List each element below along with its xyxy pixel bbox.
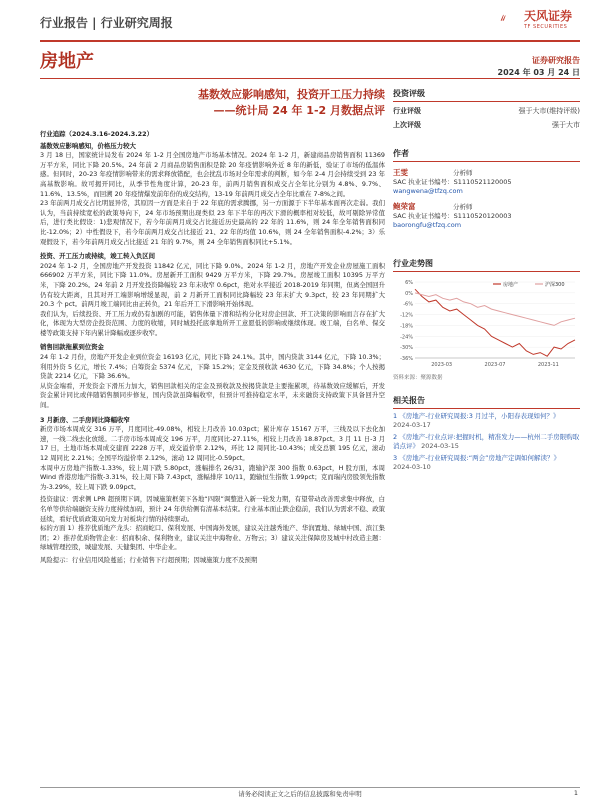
- author-role: 分析师: [453, 169, 473, 177]
- paragraph: 3 月 18 日，国家统计局发布 2024 年 1-2 月全国房地产市场基本情况。2024 年 1-2 月，新建商品房销售面积 11369 万平方米，同比下降 20.5%。24 年前 2 月商品房销售面积是除 20 年疫情影响外近 8 年的新低，验证了市场的低温体感。但同时，20-23 年疫情影响带来的需求释放错配，也会扰乱市场对全年需求的判断，如今年 2-4 月会持续受到 23 年高基数影响。故可揭开同比，从季节性角度计算，20-23 年，前两月销售面积成交占全年比分别为 4.8%、9.7%、11.6%、13.5%，而回溯 20 年疫情爆发前年份的成交结构，13-19 年前两月成交占全年比重在 7-8%之间。: [40, 151, 385, 198]
- brand-sub: TF SECURITIES: [524, 24, 568, 30]
- y-tick-label: 0%: [405, 290, 413, 297]
- paragraph: 本周申万房地产指数-1.33%，较上周下跌 5.80pct，涨幅排名 26/31，跑输沪深 300 指数 0.63pct，H 股方面，本周 Wind 香港房地产指数-3.31%，较上周下降 7.43pct，涨幅排序 10/11，跑输恒生指数 1.99pct；克而瑞内房股领先指数为-3.29%，较上周下跌 9.09pct。: [40, 463, 385, 491]
- related-report-link[interactable]: [393, 433, 580, 451]
- trend-chart-svg: [393, 276, 580, 371]
- rating-row: [393, 106, 580, 116]
- y-tick-label: -18%: [400, 323, 413, 330]
- related-report-date: 2024-03-17: [393, 421, 431, 429]
- rating-key: 行业评级: [393, 107, 421, 115]
- related-report-title: 3 《房地产-行业研究周报:“两会”房地产定调如何解读？》: [393, 454, 560, 462]
- brand-name: 天风证券: [524, 9, 573, 23]
- report-subtitle: ——统计局 24 年 1-2 月数据点评: [213, 104, 385, 117]
- section-gap: [40, 247, 385, 250]
- header-divider: [40, 40, 580, 42]
- report-date: 2024 年 03 月 24 日: [497, 68, 580, 77]
- paragraph: 风险提示：行业信用风险蔓延；行业销售下行超预期；因城施策力度不及预期: [40, 555, 258, 564]
- rating-row: [393, 120, 580, 130]
- rating-value: 强于大市(维持评级): [518, 107, 580, 115]
- section-heading: 基数效应影响感知，价格压力较大: [40, 141, 136, 150]
- sector-title: 房地产: [40, 51, 94, 72]
- y-tick-label: -30%: [400, 345, 413, 352]
- section-heading: 投资、开工压力或持续，竣工转入负区间: [40, 252, 156, 261]
- trend-chart: [393, 276, 580, 371]
- author-header: 作者: [393, 148, 580, 162]
- page-number: 1: [573, 789, 578, 797]
- section-heading: 销售回款拖累到位资金: [40, 343, 104, 352]
- rating-value: 强于大市: [552, 121, 580, 129]
- related-report-date: 2024-03-10: [393, 463, 431, 471]
- related-header: 相关报告: [393, 395, 580, 409]
- series-line-1: [415, 293, 575, 326]
- rating-key: 上次评级: [393, 121, 421, 129]
- title-divider: [40, 78, 580, 79]
- main-body: [40, 128, 385, 569]
- rating-rows: [393, 106, 580, 130]
- related-report-link[interactable]: [393, 454, 580, 472]
- authors: [393, 168, 580, 230]
- rating-header: 投资评级: [393, 88, 580, 102]
- y-tick-label: -6%: [403, 301, 413, 308]
- breadcrumb: 行业报告 | 行业研究周报: [40, 16, 173, 30]
- sections: [40, 142, 385, 569]
- author-name: 王雯: [393, 168, 408, 177]
- y-tick-label: -36%: [400, 356, 413, 362]
- chart-source: 资料来源：聚源数据: [393, 375, 443, 381]
- related-report-link[interactable]: [393, 412, 580, 430]
- related-report-title: 2 《房地产-行业点评:把握时机，精准发力——杭州二手房限购取消点评》: [393, 433, 580, 450]
- paragraph: 从资金端看，开发资金下滑压力加大，销售回款相关的定金及预收款及按揭贷款是主要拖累项，待基数效应缓解后，开发资金累计同比或伴随销售额同步修复，国内贷款虽降幅收窄，但预计可推持稳定水平，未来融资支持政策下具备回升空间。: [40, 381, 385, 410]
- report-type: 证券研究报告: [532, 56, 580, 65]
- author-role: 分析师: [453, 203, 473, 211]
- related-report-title: 1 《房地产-行业研究周报:3 月过半，小阳春表现如何？》: [393, 412, 560, 420]
- section-gap: [40, 411, 385, 414]
- author-email[interactable]: baorongfu@tfzq.com: [393, 221, 462, 229]
- tracking-header: 行业追踪（2024.3.16-2024.3.22）: [40, 130, 153, 138]
- chart-header: 行业走势图: [393, 258, 580, 272]
- paragraph: 2024 年 1-2 月，全国房地产开发投资 11842 亿元，同比下降 9.0%。2024 年 1-2 月，房地产开发企业房屋施工面积 666902 万平方米，同比下降 11.0%。房屋新开工面积 9429 万平方米，下降 29.7%。房屋竣工面积 10395 万平方米，下降 20.2%。24 年前 2 月开发投资降幅较 23 年末收窄 0.6pct，绝对水平接近 2018-2019 年同期，但离全国回升仍有较大距离，且其对开工端影响增缓显现，前 2 月新开工面积同比降幅较 23 年末扩大 9.3pct，较 23 年同期扩大 20.3 个 pct。前两月竣工端同比由正转负，21 年后开工下滑影响开始体现。: [40, 261, 385, 309]
- y-tick-label: 6%: [405, 280, 413, 286]
- paragraph: 我们认为，后续投资、开工压力或仍有加剧的可能，销售体量下滑和结构分化对房企回款、开工决策的影响而言存在扩大化，体现为大型房企投资范围、力度的收缩，同时城投托底拿地所开工意愿低的影响或继续体现。竣工端，白名单、保交楼等政策支持下年内累计降幅或逐步收窄。: [40, 309, 385, 337]
- author-card: [393, 168, 580, 196]
- paragraph: 新房市场本周成交 316 万平，月度同比-49.08%，相较上月改善 10.03pct；累计库存 15167 万平，三线及以下去化加速，一线二线去化放缓。二手房市场本周成交 196 万平，月度同比-27.11%，相较上月改善 18.87pct。3 月 11 日-3 月 17 日，土地市场本周成交建面 2228 万平，成交溢价率 2.12%，环比 12 周同比-10.43%；成交总额 195 亿元，滚动 12 周同比 2.21%；全国平均溢价率 2.12%，滚动 12 周同比-0.59pct。: [40, 425, 385, 462]
- paragraph: 投资建议：需求侧 LPR 超预期下调，因城施策框架下各地“四限”调整进入新一轮发力期，有望带动改善需求集中释放，白名单等供给端融资支持力度持续加码，预计 24 年供给侧有清基本结束。行业基本面止跌企稳前，我们认为需求不稳、政策延续，看好优质政策双向发力对板块行情的持续驱动。: [40, 495, 385, 523]
- legend-label: 房地产: [503, 282, 519, 288]
- section-heading: 3 月新房、二手房同比降幅收窄: [40, 415, 130, 424]
- author-line: [393, 168, 580, 178]
- series-line-0: [415, 289, 575, 356]
- report-title: 基数效应影响感知，投资开工压力持续: [198, 88, 385, 101]
- x-tick-label: 2023-07: [484, 362, 506, 368]
- author-card: [393, 202, 580, 230]
- legend-label: 沪深300: [545, 282, 565, 288]
- y-tick-label: -24%: [400, 334, 413, 341]
- section-gap: [40, 566, 385, 569]
- author-line: [393, 202, 580, 212]
- tf-logo-icon: [500, 8, 522, 30]
- author-cert: SAC 执业证书编号：S1110521120005: [393, 178, 512, 186]
- footer-divider: [40, 787, 580, 788]
- paragraph: 24 年 1-2 月份，房地产开发企业到位资金 16193 亿元，同比下降 24.1%。其中，国内贷款 3144 亿元，下降 10.3%；利用外资 5 亿元，增长 7.4%；自筹资金 5374 亿元，下降 15.2%；定金及预收款 4630 亿元，下降 34.8%；个人按揭贷款 2214 亿元，下降 36.6%。: [40, 353, 385, 381]
- x-tick-label: 2023-03: [431, 362, 453, 368]
- paragraph: 标的方面 1）推荐优质地产龙头：招商蛇口、保利发展、中国海外发展，建议关注越秀地产、华润置地、绿城中国、滨江集团；2）推荐优质物管企业：招商积余、保利物业，建议关注中海物业、万物云；3）建议关注保障房及城中村改造主题：绿城管理控股，城建发展、天健集团、中华企业。: [40, 524, 385, 552]
- section-gap: [40, 338, 385, 341]
- sidebar: [393, 80, 580, 472]
- related-list: [393, 412, 580, 472]
- paragraph: 23 年前两月成交占比明显异常，其原因一方面是来自于 22 年底的需求腾挪，另一方面源于下半年基本面再次走弱。我们认为，当前持续宽松的政策导向下，24 年市场预期出现类似 23 年下半年的再次下滑的概率相对较低，故可剔除异常值后，进行类比假设：1)悲观情况下，若今年前两月成交占比接近历史最高的 22 年的 11.6%，则 24 年全年销售面积同比-12.0%；2）中性假设下，若今年前两月成交占比接近 21、22 年的均值 10.6%，则 24 全年销售面积-4.2%；3）乐观假设下，若今年前两月成交占比接近 21 年的 9.7%，则 24 全年销售面积同比+5.1%。: [40, 199, 385, 246]
- author-cert: SAC 执业证书编号：S1110520120003: [393, 212, 512, 220]
- report-header: [0, 0, 600, 42]
- footer-disclaimer: 请务必阅读正文之后的信息披露和免责申明: [238, 790, 362, 798]
- author-email[interactable]: wangwena@tfzq.com: [393, 187, 463, 195]
- x-tick-label: 2023-11: [537, 362, 559, 368]
- author-name: 鲍荣富: [393, 202, 416, 211]
- y-tick-label: -12%: [400, 312, 413, 319]
- related-report-date: 2024-03-15: [421, 442, 459, 450]
